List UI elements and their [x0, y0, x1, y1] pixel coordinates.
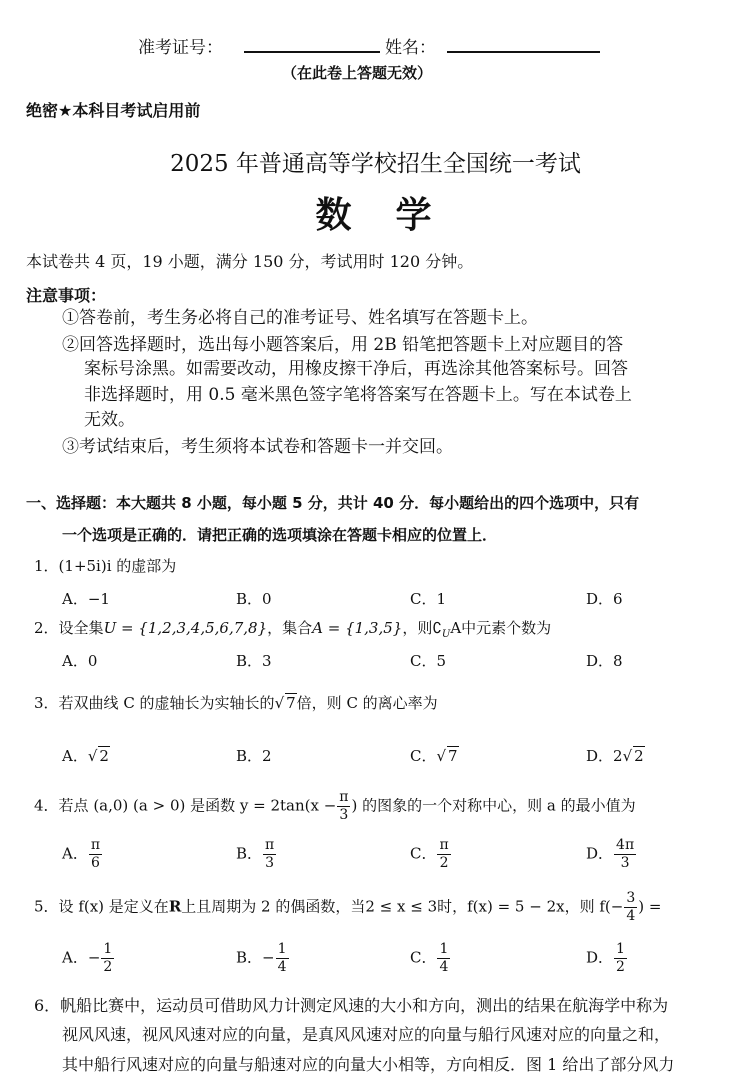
- q1-option-a[interactable]: A．−1: [62, 590, 110, 608]
- q1-option-b[interactable]: B．0: [236, 590, 272, 608]
- q5-option-a[interactable]: A．− $\frac{1}{2}$: [62, 941, 113, 975]
- q2-text-pre: 设全集: [58, 619, 104, 637]
- section1-line1: 一、选择题：本大题共 8 小题，每小题 5 分，共计 40 分．每小题给出的四个选项中，只有: [26, 494, 640, 512]
- name-blank[interactable]: [447, 51, 600, 53]
- q1-number: 1．: [34, 557, 59, 575]
- q4-fraction: $\frac{\pi}{3}$: [339, 789, 349, 823]
- q6-line1: 6．帆船比赛中，运动员可借助风力计测定风速的大小和方向，测出的结果在航海学中称为: [34, 996, 669, 1015]
- notes-item-2-line4: 无效。: [84, 410, 135, 430]
- section1-line2: 一个选项是正确的．请把正确的选项填涂在答题卡相应的位置上．: [62, 526, 498, 544]
- q3-stem: 3．若双曲线 C 的虚轴长为实轴长的√ 7倍，则 C 的离心率为: [34, 694, 438, 712]
- q5-text-post: ) =: [638, 897, 662, 916]
- q5-option-c[interactable]: C． $\frac{1}{4}$: [410, 941, 449, 975]
- q6-line3: 其中船行风速对应的向量与船速对应的向量大小相等，方向相反．图 1 给出了部分风力: [62, 1055, 675, 1074]
- q5-R: R: [168, 897, 182, 916]
- exam-summary: 本试卷共 4 页，19 小题，满分 150 分，考试用时 120 分钟。: [26, 252, 474, 271]
- q2-text-end: A中元素个数为: [450, 619, 552, 637]
- exam-title: 2025 年普通高等学校招生全国统一考试: [170, 151, 581, 177]
- q5-text-mid: 上且周期为 2 的偶函数，当2 ≤ x ≤ 3时，f(x) = 5 − 2x，则 f(−: [181, 897, 624, 916]
- q2-text-mid: ，集合: [267, 619, 313, 637]
- q5-text-pre: 设 f(x) 是定义在: [58, 897, 169, 916]
- q5-fraction: $\frac{3}{4}$: [626, 890, 636, 924]
- notes-item-2-line1: ②回答选择题时，选出每小题答案后，用 2B 铅笔把答题卡上对应题目的答: [62, 335, 624, 355]
- notes-item-2-line2: 案标号涂黑。如需要改动，用橡皮擦干净后，再选涂其他答案标号。回答: [84, 359, 628, 379]
- q6-line2: 视风风速，视风风速对应的向量，是真风风速对应的向量与船行风速对应的向量之和，: [62, 1025, 671, 1044]
- q4-stem: [34, 789, 636, 824]
- q4-option-c[interactable]: C． $\frac{\pi}{2}$: [410, 837, 449, 871]
- q2-option-c[interactable]: C．5: [410, 652, 447, 670]
- q3-text-pre: 若双曲线 C 的虚轴长为实轴长的: [58, 694, 275, 712]
- q3-text-post: 倍，则 C 的离心率为: [296, 694, 438, 712]
- q1-stem: [34, 555, 176, 576]
- q4-number: 4．: [34, 796, 59, 815]
- q2-option-b[interactable]: B．3: [236, 652, 272, 670]
- q4-option-d[interactable]: D． $\frac{4\pi}{3}$: [586, 837, 635, 871]
- q2-subscript: U: [441, 629, 451, 640]
- q2-number: 2．: [34, 619, 59, 637]
- q3-option-b[interactable]: B．2: [236, 747, 272, 765]
- subject-title: 数 学: [315, 194, 436, 236]
- q2-set-a: A = {1,3,5}: [312, 619, 403, 637]
- secret-tag: 绝密★本科目考试启用前: [26, 101, 201, 120]
- q4-option-a[interactable]: A． $\frac{\pi}{6}$: [62, 837, 101, 871]
- q4-text-post: ) 的图象的一个对称中心，则 a 的最小值为: [351, 796, 636, 815]
- q5-number: 5．: [34, 897, 59, 916]
- q2-option-a[interactable]: A．0: [62, 652, 98, 670]
- invalid-note: （在此卷上答题无效）: [282, 64, 433, 82]
- q1-text: (1+5i)i 的虚部为: [58, 557, 177, 575]
- notes-heading: 注意事项：: [26, 286, 107, 305]
- q3-number: 3．: [34, 694, 59, 712]
- q2-option-d[interactable]: D．8: [586, 652, 623, 670]
- q2-stem: [34, 617, 551, 640]
- q5-stem: [34, 890, 661, 925]
- q5-option-d[interactable]: D． $\frac{1}{2}$: [586, 941, 625, 975]
- q3-option-d[interactable]: D．2√ 2: [586, 747, 644, 765]
- exam-id-blank[interactable]: [244, 51, 380, 53]
- q4-option-b[interactable]: B． $\frac{\pi}{3}$: [236, 837, 275, 871]
- q2-text-post: ，则∁: [402, 619, 442, 637]
- q4-text-pre: 若点 (a,0) (a > 0) 是函数 y = 2tan(x −: [58, 796, 337, 815]
- q3-option-c[interactable]: C．√ 7: [410, 747, 458, 765]
- q1-option-c[interactable]: C．1: [410, 590, 447, 608]
- q2-set-u: U = {1,2,3,4,5,6,7,8}: [103, 619, 268, 637]
- q5-option-b[interactable]: B．− $\frac{1}{4}$: [236, 941, 287, 975]
- q3-radicand: 7: [286, 694, 296, 712]
- notes-item-2-line3: 非选择题时，用 0.5 毫米黑色签字笔将答案写在答题卡上。写在本试卷上: [84, 385, 632, 405]
- q3-option-a[interactable]: A．√ 2: [62, 747, 109, 765]
- q1-option-d[interactable]: D．6: [586, 590, 623, 608]
- name-label: 姓名：: [385, 38, 436, 58]
- notes-item-1: ①答卷前，考生务必将自己的准考证号、姓名填写在答题卡上。: [62, 308, 538, 328]
- exam-id-label: 准考证号：: [138, 38, 223, 58]
- notes-item-3: ③考试结束后，考生须将本试卷和答题卡一并交回。: [62, 437, 453, 457]
